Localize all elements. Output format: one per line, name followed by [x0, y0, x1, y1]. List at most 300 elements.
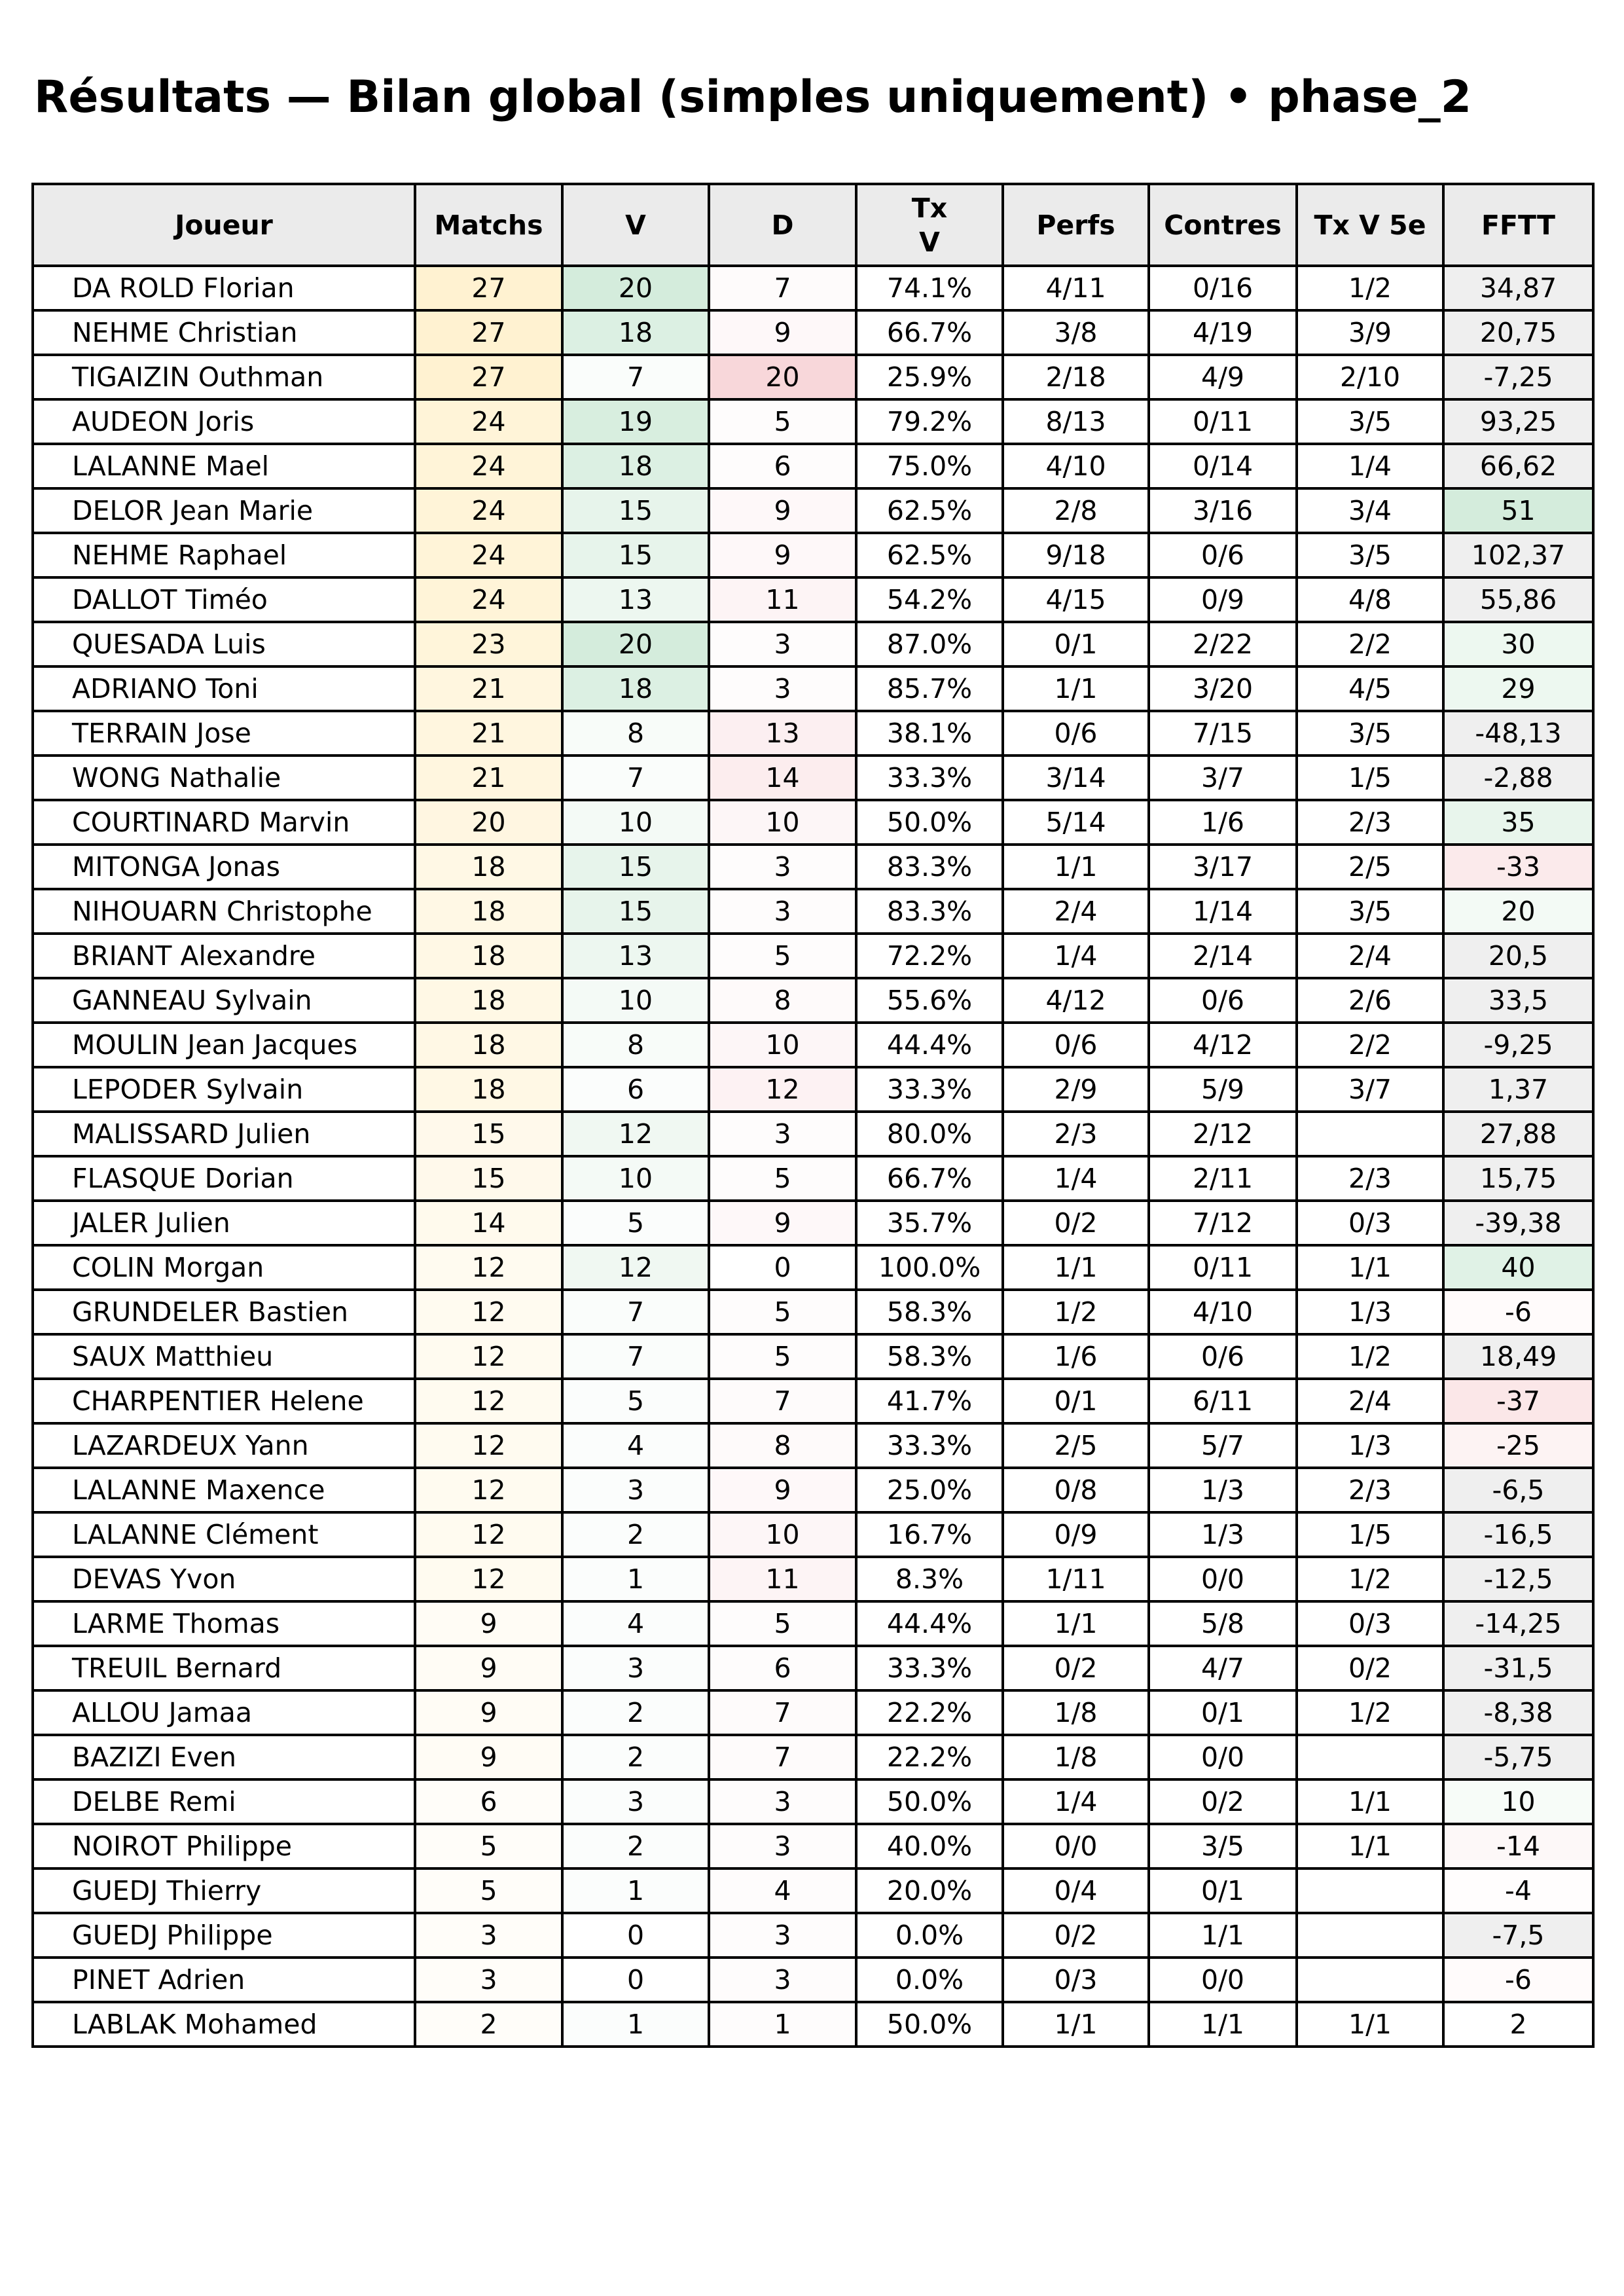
- cell-v: 12: [562, 1245, 709, 1290]
- cell-perfs: 9/18: [1003, 533, 1149, 577]
- cell-d: 11: [709, 577, 856, 622]
- cell-txv: 54.2%: [856, 577, 1003, 622]
- cell-perfs: 1/8: [1003, 1735, 1149, 1779]
- table-row[interactable]: [33, 1156, 1593, 1201]
- cell-matchs: 3: [415, 1913, 562, 1958]
- cell-txv5e: 1/5: [1297, 756, 1443, 800]
- table-row[interactable]: [33, 1646, 1593, 1690]
- cell-txv: 66.7%: [856, 310, 1003, 355]
- cell-txv: 33.3%: [856, 1646, 1003, 1690]
- cell-txv: 16.7%: [856, 1512, 1003, 1557]
- cell-perfs: 2/9: [1003, 1067, 1149, 1112]
- cell-perfs: 3/14: [1003, 756, 1149, 800]
- cell-txv: 50.0%: [856, 800, 1003, 845]
- cell-contres: 2/11: [1149, 1156, 1297, 1201]
- table-row[interactable]: [33, 399, 1593, 444]
- cell-joueur: LARME Thomas: [33, 1601, 415, 1646]
- cell-d: 3: [709, 1112, 856, 1156]
- cell-joueur: MITONGA Jonas: [33, 845, 415, 889]
- cell-txv: 75.0%: [856, 444, 1003, 488]
- column-header-tx-v-line2: V: [919, 226, 940, 258]
- cell-v: 19: [562, 399, 709, 444]
- cell-txv: 44.4%: [856, 1601, 1003, 1646]
- cell-v: 0: [562, 1958, 709, 2002]
- cell-d: 12: [709, 1067, 856, 1112]
- cell-txv: 66.7%: [856, 1156, 1003, 1201]
- cell-matchs: 6: [415, 1779, 562, 1824]
- table-row[interactable]: [33, 310, 1593, 355]
- cell-matchs: 12: [415, 1468, 562, 1512]
- table-row[interactable]: [33, 1868, 1593, 1913]
- cell-fftt: -12,5: [1443, 1557, 1593, 1601]
- cell-joueur: GRUNDELER Bastien: [33, 1290, 415, 1334]
- cell-txv: 33.3%: [856, 756, 1003, 800]
- cell-matchs: 20: [415, 800, 562, 845]
- cell-matchs: 12: [415, 1379, 562, 1423]
- cell-joueur: ADRIANO Toni: [33, 666, 415, 711]
- cell-txv: 44.4%: [856, 1023, 1003, 1067]
- cell-txv5e: 2/2: [1297, 622, 1443, 666]
- column-header-fftt[interactable]: FFTT: [1443, 184, 1593, 266]
- table-row[interactable]: [33, 711, 1593, 756]
- cell-perfs: 1/8: [1003, 1690, 1149, 1735]
- cell-contres: 2/12: [1149, 1112, 1297, 1156]
- table-row[interactable]: [33, 577, 1593, 622]
- cell-txv5e: 1/3: [1297, 1290, 1443, 1334]
- cell-perfs: 1/1: [1003, 1601, 1149, 1646]
- cell-contres: 0/2: [1149, 1779, 1297, 1824]
- cell-contres: 0/0: [1149, 1958, 1297, 2002]
- cell-txv5e: 1/2: [1297, 1334, 1443, 1379]
- cell-v: 12: [562, 1112, 709, 1156]
- cell-fftt: -25: [1443, 1423, 1593, 1468]
- cell-txv: 25.9%: [856, 355, 1003, 399]
- cell-d: 9: [709, 488, 856, 533]
- column-header-joueur[interactable]: Joueur: [33, 184, 415, 266]
- column-header-v[interactable]: V: [562, 184, 709, 266]
- cell-txv5e: 1/1: [1297, 1779, 1443, 1824]
- cell-joueur: COURTINARD Marvin: [33, 800, 415, 845]
- cell-txv: 87.0%: [856, 622, 1003, 666]
- cell-perfs: 2/18: [1003, 355, 1149, 399]
- cell-v: 5: [562, 1379, 709, 1423]
- cell-v: 18: [562, 666, 709, 711]
- cell-fftt: 27,88: [1443, 1112, 1593, 1156]
- cell-contres: 0/1: [1149, 1868, 1297, 1913]
- cell-fftt: -5,75: [1443, 1735, 1593, 1779]
- cell-d: 7: [709, 1690, 856, 1735]
- cell-joueur: JALER Julien: [33, 1201, 415, 1245]
- cell-matchs: 14: [415, 1201, 562, 1245]
- cell-d: 3: [709, 666, 856, 711]
- table-row[interactable]: [33, 1512, 1593, 1557]
- table-row[interactable]: [33, 1824, 1593, 1868]
- cell-v: 2: [562, 1512, 709, 1557]
- cell-txv: 72.2%: [856, 934, 1003, 978]
- cell-d: 5: [709, 1156, 856, 1201]
- table-row[interactable]: [33, 488, 1593, 533]
- cell-fftt: -2,88: [1443, 756, 1593, 800]
- cell-txv5e: 1/3: [1297, 1423, 1443, 1468]
- cell-txv5e: [1297, 1913, 1443, 1958]
- cell-joueur: SAUX Matthieu: [33, 1334, 415, 1379]
- cell-matchs: 27: [415, 355, 562, 399]
- cell-v: 15: [562, 889, 709, 934]
- cell-matchs: 24: [415, 533, 562, 577]
- table-row[interactable]: [33, 800, 1593, 845]
- cell-txv5e: 3/5: [1297, 533, 1443, 577]
- cell-perfs: 2/5: [1003, 1423, 1149, 1468]
- cell-d: 10: [709, 1023, 856, 1067]
- cell-joueur: MOULIN Jean Jacques: [33, 1023, 415, 1067]
- cell-v: 13: [562, 934, 709, 978]
- cell-d: 13: [709, 711, 856, 756]
- cell-txv: 0.0%: [856, 1958, 1003, 2002]
- cell-fftt: 20: [1443, 889, 1593, 934]
- cell-d: 3: [709, 1913, 856, 1958]
- cell-d: 7: [709, 1379, 856, 1423]
- cell-v: 2: [562, 1735, 709, 1779]
- cell-contres: 4/9: [1149, 355, 1297, 399]
- column-header-tx-v-line1: Tx: [911, 192, 948, 224]
- table-row[interactable]: [33, 1245, 1593, 1290]
- table-row[interactable]: [33, 266, 1593, 310]
- cell-txv: 58.3%: [856, 1290, 1003, 1334]
- table-row[interactable]: [33, 1423, 1593, 1468]
- cell-d: 5: [709, 1334, 856, 1379]
- table-row[interactable]: [33, 756, 1593, 800]
- cell-v: 18: [562, 444, 709, 488]
- cell-txv5e: 1/1: [1297, 2002, 1443, 2047]
- cell-txv5e: 3/9: [1297, 310, 1443, 355]
- cell-txv5e: 3/5: [1297, 889, 1443, 934]
- cell-joueur: NIHOUARN Christophe: [33, 889, 415, 934]
- cell-matchs: 24: [415, 444, 562, 488]
- table-row[interactable]: [33, 1112, 1593, 1156]
- cell-fftt: 15,75: [1443, 1156, 1593, 1201]
- cell-joueur: LAZARDEUX Yann: [33, 1423, 415, 1468]
- cell-fftt: 30: [1443, 622, 1593, 666]
- table-row[interactable]: [33, 934, 1593, 978]
- cell-perfs: 1/11: [1003, 1557, 1149, 1601]
- cell-matchs: 9: [415, 1690, 562, 1735]
- table-row[interactable]: [33, 1735, 1593, 1779]
- cell-txv: 38.1%: [856, 711, 1003, 756]
- cell-txv: 41.7%: [856, 1379, 1003, 1423]
- table-row[interactable]: [33, 1557, 1593, 1601]
- cell-matchs: 15: [415, 1156, 562, 1201]
- cell-d: 10: [709, 1512, 856, 1557]
- table-row[interactable]: [33, 1201, 1593, 1245]
- cell-txv: 85.7%: [856, 666, 1003, 711]
- table-row[interactable]: [33, 1334, 1593, 1379]
- cell-joueur: DA ROLD Florian: [33, 266, 415, 310]
- cell-v: 1: [562, 1557, 709, 1601]
- cell-txv: 20.0%: [856, 1868, 1003, 1913]
- cell-contres: 4/10: [1149, 1290, 1297, 1334]
- cell-v: 4: [562, 1601, 709, 1646]
- cell-fftt: 29: [1443, 666, 1593, 711]
- cell-txv: 100.0%: [856, 1245, 1003, 1290]
- cell-v: 3: [562, 1779, 709, 1824]
- cell-fftt: -6,5: [1443, 1468, 1593, 1512]
- table-row[interactable]: [33, 533, 1593, 577]
- cell-txv5e: [1297, 1958, 1443, 2002]
- table-row[interactable]: [33, 1690, 1593, 1735]
- cell-d: 3: [709, 845, 856, 889]
- table-row[interactable]: [33, 1913, 1593, 1958]
- cell-v: 18: [562, 310, 709, 355]
- cell-txv: 33.3%: [856, 1423, 1003, 1468]
- cell-v: 15: [562, 488, 709, 533]
- cell-txv: 8.3%: [856, 1557, 1003, 1601]
- cell-fftt: -8,38: [1443, 1690, 1593, 1735]
- cell-fftt: -31,5: [1443, 1646, 1593, 1690]
- cell-contres: 1/14: [1149, 889, 1297, 934]
- cell-txv5e: 2/4: [1297, 1379, 1443, 1423]
- results-table: [31, 183, 1595, 2048]
- cell-contres: 7/12: [1149, 1201, 1297, 1245]
- cell-txv5e: 2/3: [1297, 800, 1443, 845]
- cell-txv: 80.0%: [856, 1112, 1003, 1156]
- cell-perfs: 1/6: [1003, 1334, 1149, 1379]
- column-header-matchs[interactable]: Matchs: [415, 184, 562, 266]
- cell-d: 0: [709, 1245, 856, 1290]
- cell-txv5e: 1/4: [1297, 444, 1443, 488]
- cell-txv: 22.2%: [856, 1690, 1003, 1735]
- cell-v: 10: [562, 978, 709, 1023]
- cell-contres: 0/11: [1149, 1245, 1297, 1290]
- table-row[interactable]: [33, 1601, 1593, 1646]
- cell-v: 7: [562, 1334, 709, 1379]
- column-header-tx-v-5e[interactable]: Tx V 5e: [1297, 184, 1443, 266]
- cell-matchs: 24: [415, 488, 562, 533]
- cell-d: 3: [709, 889, 856, 934]
- cell-d: 9: [709, 1201, 856, 1245]
- cell-txv5e: 3/5: [1297, 399, 1443, 444]
- cell-d: 10: [709, 800, 856, 845]
- cell-txv5e: 3/7: [1297, 1067, 1443, 1112]
- cell-fftt: 35: [1443, 800, 1593, 845]
- cell-fftt: 66,62: [1443, 444, 1593, 488]
- cell-v: 20: [562, 622, 709, 666]
- cell-joueur: TREUIL Bernard: [33, 1646, 415, 1690]
- table-row[interactable]: [33, 845, 1593, 889]
- cell-fftt: -9,25: [1443, 1023, 1593, 1067]
- cell-matchs: 27: [415, 310, 562, 355]
- cell-fftt: 20,75: [1443, 310, 1593, 355]
- cell-v: 0: [562, 1913, 709, 1958]
- cell-txv: 62.5%: [856, 533, 1003, 577]
- cell-d: 3: [709, 622, 856, 666]
- cell-perfs: 0/0: [1003, 1824, 1149, 1868]
- cell-joueur: CHARPENTIER Helene: [33, 1379, 415, 1423]
- column-header-tx-v[interactable]: [856, 184, 1003, 266]
- cell-perfs: 3/8: [1003, 310, 1149, 355]
- cell-contres: 1/1: [1149, 2002, 1297, 2047]
- cell-d: 6: [709, 444, 856, 488]
- cell-txv5e: 2/4: [1297, 934, 1443, 978]
- cell-v: 3: [562, 1468, 709, 1512]
- cell-contres: 0/9: [1149, 577, 1297, 622]
- cell-txv5e: 1/1: [1297, 1824, 1443, 1868]
- cell-txv5e: 1/5: [1297, 1512, 1443, 1557]
- cell-perfs: 1/2: [1003, 1290, 1149, 1334]
- table-row[interactable]: [33, 1958, 1593, 2002]
- cell-joueur: TERRAIN Jose: [33, 711, 415, 756]
- cell-fftt: -37: [1443, 1379, 1593, 1423]
- cell-contres: 3/20: [1149, 666, 1297, 711]
- cell-perfs: 1/1: [1003, 845, 1149, 889]
- cell-d: 9: [709, 310, 856, 355]
- cell-matchs: 21: [415, 711, 562, 756]
- cell-contres: 0/11: [1149, 399, 1297, 444]
- table-row[interactable]: [33, 2002, 1593, 2047]
- column-header-d[interactable]: D: [709, 184, 856, 266]
- cell-fftt: 10: [1443, 1779, 1593, 1824]
- cell-joueur: BAZIZI Even: [33, 1735, 415, 1779]
- cell-d: 5: [709, 1601, 856, 1646]
- cell-perfs: 0/8: [1003, 1468, 1149, 1512]
- table-row[interactable]: [33, 1023, 1593, 1067]
- table-row[interactable]: [33, 622, 1593, 666]
- table-row[interactable]: [33, 1067, 1593, 1112]
- cell-perfs: 1/4: [1003, 1779, 1149, 1824]
- cell-contres: 7/15: [1149, 711, 1297, 756]
- cell-perfs: 0/2: [1003, 1646, 1149, 1690]
- cell-joueur: NOIROT Philippe: [33, 1824, 415, 1868]
- cell-txv5e: 4/5: [1297, 666, 1443, 711]
- table-row[interactable]: [33, 1468, 1593, 1512]
- column-header-contres[interactable]: Contres: [1149, 184, 1297, 266]
- cell-txv: 35.7%: [856, 1201, 1003, 1245]
- cell-d: 3: [709, 1958, 856, 2002]
- table-row[interactable]: [33, 666, 1593, 711]
- cell-contres: 2/14: [1149, 934, 1297, 978]
- cell-txv5e: 1/2: [1297, 1690, 1443, 1735]
- cell-v: 2: [562, 1690, 709, 1735]
- table-row[interactable]: [33, 889, 1593, 934]
- cell-matchs: 18: [415, 934, 562, 978]
- cell-matchs: 12: [415, 1245, 562, 1290]
- cell-fftt: -39,38: [1443, 1201, 1593, 1245]
- cell-fftt: 33,5: [1443, 978, 1593, 1023]
- cell-txv5e: 3/5: [1297, 711, 1443, 756]
- cell-matchs: 23: [415, 622, 562, 666]
- cell-fftt: -7,5: [1443, 1913, 1593, 1958]
- column-header-perfs[interactable]: Perfs: [1003, 184, 1149, 266]
- cell-matchs: 12: [415, 1290, 562, 1334]
- cell-txv: 33.3%: [856, 1067, 1003, 1112]
- cell-joueur: LEPODER Sylvain: [33, 1067, 415, 1112]
- cell-contres: 4/12: [1149, 1023, 1297, 1067]
- cell-txv: 58.3%: [856, 1334, 1003, 1379]
- cell-d: 8: [709, 978, 856, 1023]
- cell-v: 8: [562, 1023, 709, 1067]
- cell-v: 7: [562, 355, 709, 399]
- cell-perfs: 1/1: [1003, 2002, 1149, 2047]
- cell-v: 3: [562, 1646, 709, 1690]
- cell-matchs: 2: [415, 2002, 562, 2047]
- cell-perfs: 1/4: [1003, 934, 1149, 978]
- cell-joueur: BRIANT Alexandre: [33, 934, 415, 978]
- cell-contres: 2/22: [1149, 622, 1297, 666]
- cell-contres: 0/0: [1149, 1557, 1297, 1601]
- table-row[interactable]: [33, 1290, 1593, 1334]
- cell-txv5e: [1297, 1735, 1443, 1779]
- cell-txv: 0.0%: [856, 1913, 1003, 1958]
- cell-joueur: MALISSARD Julien: [33, 1112, 415, 1156]
- table-row[interactable]: [33, 978, 1593, 1023]
- cell-v: 20: [562, 266, 709, 310]
- cell-v: 7: [562, 756, 709, 800]
- cell-fftt: 1,37: [1443, 1067, 1593, 1112]
- cell-contres: 3/5: [1149, 1824, 1297, 1868]
- cell-fftt: 40: [1443, 1245, 1593, 1290]
- cell-contres: 1/3: [1149, 1468, 1297, 1512]
- table-row[interactable]: [33, 444, 1593, 488]
- cell-joueur: DELBE Remi: [33, 1779, 415, 1824]
- cell-perfs: 1/1: [1003, 666, 1149, 711]
- cell-txv5e: 2/2: [1297, 1023, 1443, 1067]
- cell-d: 14: [709, 756, 856, 800]
- cell-joueur: GUEDJ Philippe: [33, 1913, 415, 1958]
- cell-fftt: -33: [1443, 845, 1593, 889]
- cell-matchs: 21: [415, 756, 562, 800]
- cell-perfs: 0/2: [1003, 1201, 1149, 1245]
- cell-joueur: DEVAS Yvon: [33, 1557, 415, 1601]
- table-row[interactable]: [33, 355, 1593, 399]
- cell-perfs: 0/1: [1003, 1379, 1149, 1423]
- cell-fftt: 2: [1443, 2002, 1593, 2047]
- cell-contres: 1/1: [1149, 1913, 1297, 1958]
- cell-txv: 83.3%: [856, 889, 1003, 934]
- cell-perfs: 1/1: [1003, 1245, 1149, 1290]
- cell-matchs: 21: [415, 666, 562, 711]
- cell-contres: 5/7: [1149, 1423, 1297, 1468]
- cell-perfs: 2/3: [1003, 1112, 1149, 1156]
- table-row[interactable]: [33, 1379, 1593, 1423]
- table-row[interactable]: [33, 1779, 1593, 1824]
- cell-contres: 0/1: [1149, 1690, 1297, 1735]
- cell-v: 15: [562, 533, 709, 577]
- cell-joueur: DALLOT Timéo: [33, 577, 415, 622]
- cell-matchs: 18: [415, 889, 562, 934]
- cell-matchs: 18: [415, 845, 562, 889]
- cell-perfs: 0/6: [1003, 711, 1149, 756]
- cell-txv5e: 1/1: [1297, 1245, 1443, 1290]
- cell-v: 13: [562, 577, 709, 622]
- cell-txv: 22.2%: [856, 1735, 1003, 1779]
- cell-joueur: LABLAK Mohamed: [33, 2002, 415, 2047]
- cell-contres: 3/7: [1149, 756, 1297, 800]
- cell-d: 9: [709, 533, 856, 577]
- cell-matchs: 3: [415, 1958, 562, 2002]
- cell-contres: 3/16: [1149, 488, 1297, 533]
- cell-perfs: 0/9: [1003, 1512, 1149, 1557]
- cell-v: 10: [562, 1156, 709, 1201]
- cell-v: 2: [562, 1824, 709, 1868]
- cell-fftt: 20,5: [1443, 934, 1593, 978]
- cell-v: 1: [562, 1868, 709, 1913]
- cell-joueur: LALANNE Mael: [33, 444, 415, 488]
- cell-matchs: 9: [415, 1735, 562, 1779]
- cell-perfs: 0/3: [1003, 1958, 1149, 2002]
- cell-txv: 79.2%: [856, 399, 1003, 444]
- cell-fftt: -48,13: [1443, 711, 1593, 756]
- cell-txv5e: 2/6: [1297, 978, 1443, 1023]
- cell-joueur: LALANNE Clément: [33, 1512, 415, 1557]
